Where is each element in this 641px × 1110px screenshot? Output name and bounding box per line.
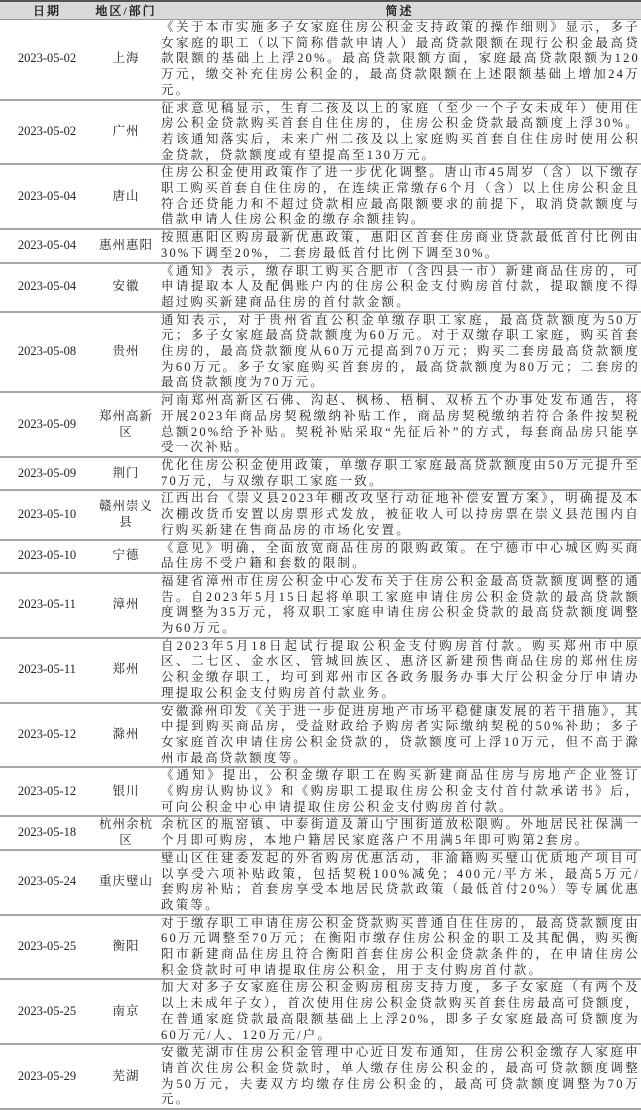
table-row <box>0 312 641 393</box>
row-date: 2023-05-12 <box>0 703 94 768</box>
row-region: 唐山 <box>94 164 158 229</box>
header-description: 简述 <box>158 1 641 20</box>
row-date: 2023-05-10 <box>0 490 94 539</box>
table-row <box>0 490 641 539</box>
row-date: 2023-05-02 <box>0 100 94 165</box>
row-description: 优化住房公积金使用政策，单缴存职工家庭最高贷款额度由50万元提升至70万元，与双缴存职工家庭一致。 <box>158 457 641 490</box>
row-region: 贵州 <box>94 312 158 393</box>
row-date: 2023-05-08 <box>0 312 94 393</box>
row-date: 2023-05-09 <box>0 392 94 457</box>
row-description: 《通知》表示，缴存职工购买合肥市（含四县一市）新建商品住房的，可申请提取本人及配偶账户内的住房公积金支付购房首付款，提取额度不得超过购买新建商品住房的首付款金额。 <box>158 263 641 312</box>
row-description: 福建省漳州市住房公积金中心发布关于住房公积金最高贷款额度调整的通告。自2023年5月15日起将单职工家庭申请住房公积金贷款的最高贷款额度调整为35万元，将双职工家庭申请住房公积金贷款的最高贷款额度调整为60万元。 <box>158 573 641 638</box>
row-date: 2023-05-04 <box>0 229 94 262</box>
row-description: 自2023年5月18日起试行提取公积金支付购房首付款。购买郑州市中原区、二七区、金水区、管城回族区、惠济区新建预售商品住房的郑州住房公积金缴存职工，均可到郑州市区各政务服务办事大厅公积金分厅申请办理提取公积金支付购房首付款业务。 <box>158 638 641 703</box>
row-region: 漳州 <box>94 573 158 638</box>
row-date: 2023-05-04 <box>0 164 94 229</box>
row-region: 广州 <box>94 100 158 165</box>
table-row <box>0 20 641 100</box>
row-region: 安徽 <box>94 263 158 312</box>
row-date: 2023-05-24 <box>0 850 94 915</box>
table-row <box>0 638 641 703</box>
row-description: 《意见》明确，全面放宽商品住房的限购政策。在宁德市中心城区购买商品住房不受户籍和套数的限制。 <box>158 540 641 573</box>
row-description: 河南郑州高新区石佛、沟赵、枫杨、梧桐、双桥五个办事处发布通告，将开展2023年商品房契税缴纳补贴工作，商品房契税缴纳若符合条件按契税总额20%给予补贴。契税补贴采取“先征后补”的方式，每套商品房只能享受一次补贴。 <box>158 392 641 457</box>
table-row <box>0 457 641 490</box>
row-date: 2023-05-25 <box>0 979 94 1044</box>
row-region: 上海 <box>94 20 158 100</box>
row-description: 加大对多子女家庭住房公积金购房租房支持力度，多子女家庭（有两个及以上未成年子女），首次使用住房公积金贷款购买首套住房最高可贷额度，在普通家庭贷款最高限额基础上上浮20%，即多子女家庭最高可贷额度为60万元/人、120万元/户。 <box>158 979 641 1044</box>
table-row <box>0 540 641 573</box>
table-row <box>0 850 641 915</box>
table-row <box>0 229 641 262</box>
row-date: 2023-05-29 <box>0 1044 94 1109</box>
row-date: 2023-05-09 <box>0 457 94 490</box>
row-region: 郑州 <box>94 638 158 703</box>
row-description: 安徽滁州印发《关于进一步促进房地产市场平稳健康发展的若干措施》，其中提到购买商品房，受益财政给予购房者实际缴纳契税的50%补助；多子女家庭首次申请住房公积金贷款的，贷款额度可上浮10万元，但不高于滁州市最高贷款额度等。 <box>158 703 641 768</box>
row-region: 重庆璧山 <box>94 850 158 915</box>
row-date: 2023-05-12 <box>0 767 94 816</box>
row-description: 安徽芜湖市住房公积金管理中心近日发布通知，住房公积金缴存人家庭申请首次住房公积金贷款时，单人缴存住房公积金的，最高可贷款额度调整为50万元，夫妻双方均缴存住房公积金的，最高可贷款额度调整为70万元。 <box>158 1044 641 1109</box>
table-row <box>0 915 641 980</box>
table-row <box>0 263 641 312</box>
row-description: 通知表示，对于贵州省直公积金单缴存职工家庭，最高贷款额度为50万元；多子女家庭最高贷款额度为60万元。对于双缴存职工家庭，购买首套住房的，最高贷款额度从60万元提高到70万元；购买二套房最高贷款额度为60万元。多子女家庭购买首套房的，最高贷款额度为80万元；二套房的最高贷款额度为70万元。 <box>158 312 641 393</box>
row-date: 2023-05-18 <box>0 816 94 849</box>
row-date: 2023-05-04 <box>0 263 94 312</box>
row-description: 住房公积金使用政策作了进一步优化调整。唐山市45周岁（含）以下缴存职工购买首套自住住房的，在连续正常缴存6个月（含）以上住房公积金且符合还贷能力和不超过贷款相应最高限额要求的前提下，取消贷款额度与借款申请人住房公积金的缴存余额挂钩。 <box>158 164 641 229</box>
row-region: 南京 <box>94 979 158 1044</box>
header-region: 地区/部门 <box>94 1 158 20</box>
row-date: 2023-05-25 <box>0 915 94 980</box>
row-region: 滁州 <box>94 703 158 768</box>
row-date: 2023-05-02 <box>0 20 94 100</box>
row-date: 2023-05-11 <box>0 573 94 638</box>
row-region: 杭州余杭区 <box>94 816 158 849</box>
table-row <box>0 100 641 165</box>
row-description: 征求意见稿显示，生育二孩及以上的家庭（至少一个子女未成年）使用住房公积金贷款购买首套自住住房的，住房公积金贷款最高额度上浮30%。若该通知落实后，未来广州二孩及以上家庭购买首套自住住房时使用公积金贷款，贷款额度或有望提高至130万元。 <box>158 100 641 165</box>
row-region: 荆门 <box>94 457 158 490</box>
table-row <box>0 767 641 816</box>
row-description: 璧山区住建委发起的外省购房优惠活动，非渝籍购买璧山优质地产项目可以享受六项补贴政策，包括契税100%减免；400元/平方米，最高5万元/套购房补贴；首套房享受本地居民贷款政策（最低首付20%）等专属优惠政策等。 <box>158 850 641 915</box>
table-row <box>0 573 641 638</box>
row-description: 江西出台《崇义县2023年棚改攻坚行动征地补偿安置方案》，明确提及本次棚改货币安置以房票形式发放，被征收人可以持房票在崇义县范围内自行购买新建在售商品房的市场化安置。 <box>158 490 641 539</box>
row-date: 2023-05-11 <box>0 638 94 703</box>
table-row <box>0 164 641 229</box>
row-description: 余杭区的瓶窑镇、中泰街道及萧山宁围街道放松限购。外地居民社保满一个月即可购房，本地户籍居民家庭落户不用满5年即可购第2套房。 <box>158 816 641 849</box>
table-row <box>0 703 641 768</box>
row-region: 衡阳 <box>94 915 158 980</box>
row-description: 《通知》提出，公积金缴存职工在购买新建商品住房与房地产企业签订《购房认购协议》和《购房职工提取住房公积金支付首付款承诺书》后，可向公积金中心申请提取住房公积金支付购房首付款。 <box>158 767 641 816</box>
row-region: 赣州崇义县 <box>94 490 158 539</box>
table-row <box>0 979 641 1044</box>
table-row <box>0 392 641 457</box>
table-row <box>0 1044 641 1109</box>
row-region: 芜湖 <box>94 1044 158 1109</box>
row-description: 按照惠阳区购房最新优惠政策，惠阳区首套住房商业贷款最低首付比例由30%下调至20%，二套房最低首付比例下调至30%。 <box>158 229 641 262</box>
row-region: 宁德 <box>94 540 158 573</box>
row-region: 惠州惠阳 <box>94 229 158 262</box>
header-date: 日期 <box>0 1 94 20</box>
row-description: 对于缴存职工申请住房公积金贷款购买普通自住住房的，最高贷款额度由60万元调整至70万元；在衡阳市缴存住房公积金的职工及其配偶，购买衡阳市新建商品住房且符合衡阳首套住房公积金贷款条件的，在申请住房公积金贷款时可申请提取住房公积金，用于支付购房首付款。 <box>158 915 641 980</box>
row-region: 银川 <box>94 767 158 816</box>
row-description: 《关于本市实施多子女家庭住房公积金支持政策的操作细则》显示，多子女家庭的职工（以下简称借款申请人）最高贷款限额在现行公积金最高贷款限额的基础上上浮20%。最高贷款限额方面，家庭最高贷款限额为120万元，缴交补充住房公积金的，最高贷款限额在上述限额基础上增加24万元。 <box>158 20 641 100</box>
table-row <box>0 816 641 849</box>
table-header-row <box>0 1 641 20</box>
row-date: 2023-05-10 <box>0 540 94 573</box>
row-region: 郑州高新区 <box>94 392 158 457</box>
